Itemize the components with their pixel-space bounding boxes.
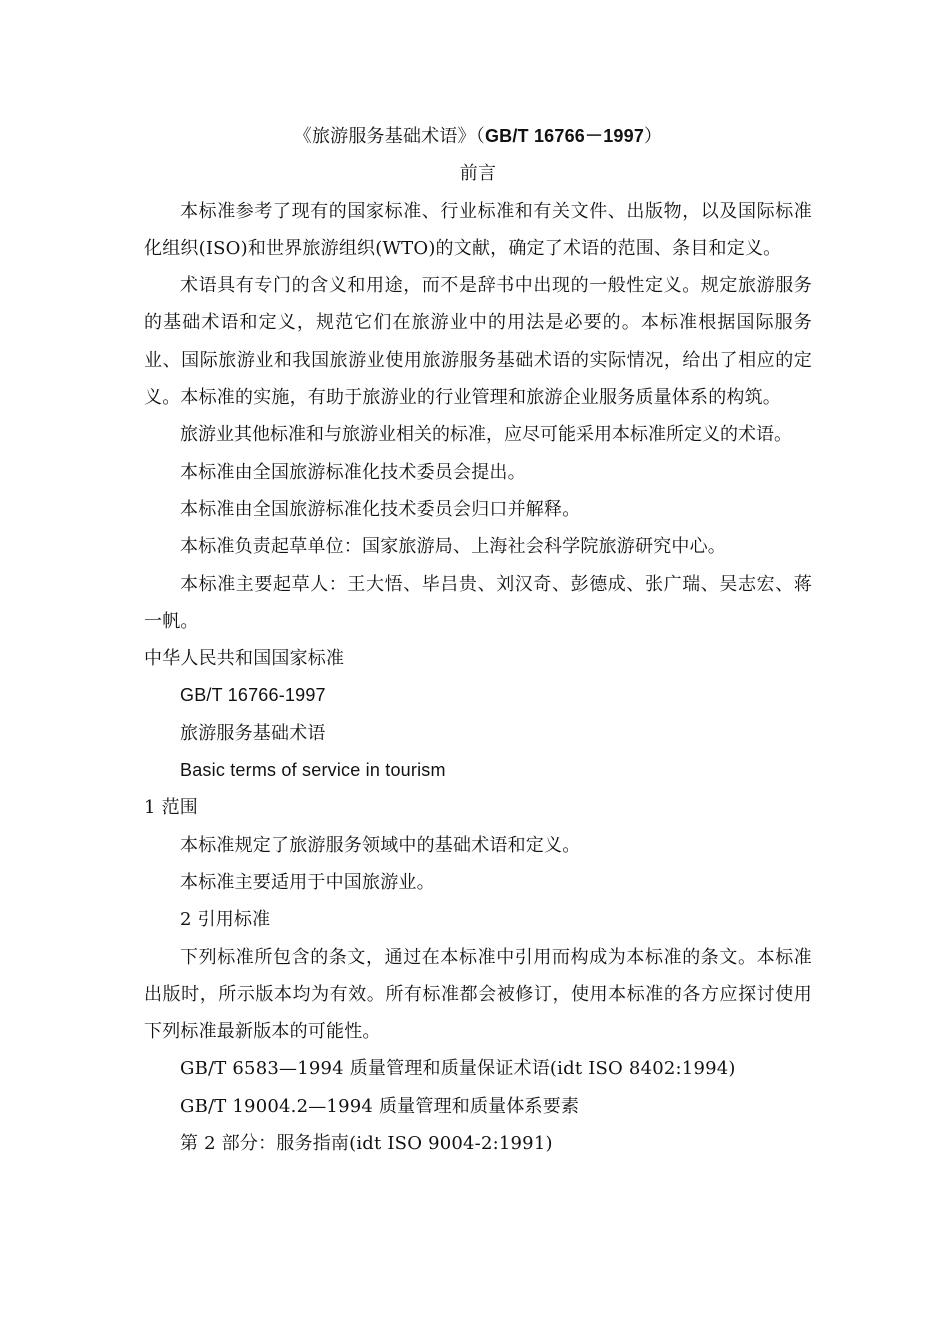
standard-code: GB/T 16766-1997	[180, 685, 326, 706]
preface-paragraph-1: 本标准参考了现有的国家标准、行业标准和有关文件、出版物，以及国际标准化组织(ISO)和世界旅游组织(WTO)的文献，确定了术语的范围、条目和定义。	[144, 200, 812, 259]
section-2-paragraph-1: 下列标准所包含的条文，通过在本标准中引用而构成为本标准的条文。本标准出版时，所示版本均为有效。所有标准都会被修订，使用本标准的各方应探讨使用下列标准最新版本的可能性。	[144, 946, 812, 1043]
preface-paragraph-6: 本标准负责起草单位：国家旅游局、上海社会科学院旅游研究中心。	[180, 536, 726, 558]
document-body	[144, 118, 812, 1162]
preface-paragraph-3: 旅游业其他标准和与旅游业相关的标准，应尽可能采用本标准所定义的术语。	[180, 424, 792, 446]
preface-paragraph-2: 术语具有专门的含义和用途，而不是辞书中出现的一般性定义。规定旅游服务的基础术语和定义，规范它们在旅游业中的用法是必要的。本标准根据国际服务业、国际旅游业和我国旅游业使用旅游服务基础术语的实际情况，给出了相应的定义。本标准的实施，有助于旅游业的行业管理和旅游企业服务质量体系的构筑。	[144, 275, 812, 409]
preface-paragraph-7: 本标准主要起草人：王大悟、毕吕贵、刘汉奇、彭德成、张广瑞、吴志宏、蒋一帆。	[144, 573, 812, 632]
preface-paragraph-4: 本标准由全国旅游标准化技术委员会提出。	[180, 461, 526, 483]
standard-name-english: Basic terms of service in tourism	[180, 760, 446, 781]
reference-standard-1: GB/T 6583—1994 质量管理和质量保证术语(idt ISO 8402:1994)	[180, 1058, 736, 1080]
document-title	[144, 118, 812, 155]
title-suffix: ）	[644, 126, 663, 147]
preface-heading: 前言	[459, 163, 497, 185]
reference-standard-2: GB/T 19004.2—1994 质量管理和质量体系要素	[180, 1095, 580, 1117]
section-1-paragraph-2: 本标准主要适用于中国旅游业。	[180, 871, 435, 893]
preface-paragraph-5: 本标准由全国旅游标准化技术委员会归口并解释。	[180, 498, 581, 520]
standard-name-chinese: 旅游服务基础术语	[180, 722, 326, 744]
section-1-paragraph-1: 本标准规定了旅游服务领域中的基础术语和定义。	[180, 834, 581, 856]
section-1-heading: 1 范围	[144, 797, 198, 819]
national-standard-label: 中华人民共和国国家标准	[144, 648, 345, 670]
title-prefix: 《旅游服务基础术语》（	[293, 126, 485, 147]
reference-standard-2-part: 第 2 部分：服务指南(idt ISO 9004-2:1991)	[180, 1133, 553, 1155]
section-2-heading: 2 引用标准	[180, 909, 271, 931]
title-standard-code: GB/T 16766－1997	[484, 126, 645, 146]
